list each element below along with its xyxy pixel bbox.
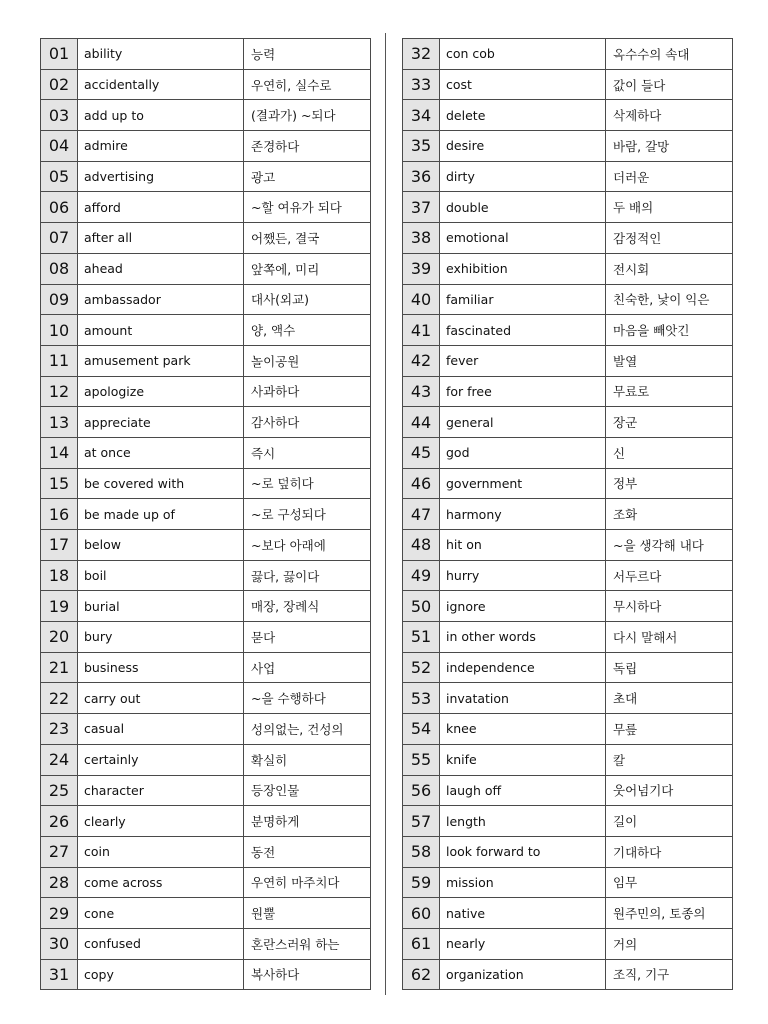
vocab-row <box>403 39 733 70</box>
korean-meaning: 두 배의 <box>606 192 733 223</box>
entry-number: 33 <box>403 69 440 100</box>
entry-number: 60 <box>403 898 440 929</box>
vocab-row <box>403 714 733 745</box>
english-word: be made up of <box>78 499 244 530</box>
english-word: nearly <box>440 928 606 959</box>
english-word: amount <box>78 315 244 346</box>
korean-meaning: 복사하다 <box>244 959 371 990</box>
entry-number: 44 <box>403 407 440 438</box>
vocab-row <box>41 591 371 622</box>
english-word: after all <box>78 223 244 254</box>
vocab-row <box>41 959 371 990</box>
english-word: appreciate <box>78 407 244 438</box>
korean-meaning: 값이 들다 <box>606 69 733 100</box>
korean-meaning: 다시 말해서 <box>606 622 733 653</box>
english-word: add up to <box>78 100 244 131</box>
english-word: at once <box>78 437 244 468</box>
english-word: native <box>440 898 606 929</box>
english-word: boil <box>78 560 244 591</box>
korean-meaning: 거의 <box>606 928 733 959</box>
korean-meaning: 양, 액수 <box>244 315 371 346</box>
english-word: character <box>78 775 244 806</box>
korean-meaning: 무릎 <box>606 714 733 745</box>
vocab-row <box>41 437 371 468</box>
vocab-row <box>403 253 733 284</box>
vocab-row <box>403 530 733 561</box>
vocab-row <box>403 591 733 622</box>
english-word: be covered with <box>78 468 244 499</box>
vocab-row <box>41 744 371 775</box>
entry-number: 49 <box>403 560 440 591</box>
vocab-row <box>41 530 371 561</box>
korean-meaning: 우연히 마주치다 <box>244 867 371 898</box>
korean-meaning: 원주민의, 토종의 <box>606 898 733 929</box>
vocab-table-body <box>41 39 371 990</box>
vocab-row <box>403 192 733 223</box>
vocab-row <box>41 253 371 284</box>
entry-number: 06 <box>41 192 78 223</box>
vocab-row <box>403 836 733 867</box>
korean-meaning: 능력 <box>244 39 371 70</box>
korean-meaning: 조직, 기구 <box>606 959 733 990</box>
vocab-row <box>41 560 371 591</box>
entry-number: 29 <box>41 898 78 929</box>
vocab-row <box>403 683 733 714</box>
entry-number: 43 <box>403 376 440 407</box>
english-word: accidentally <box>78 69 244 100</box>
vocab-row <box>41 867 371 898</box>
korean-meaning: 끓다, 끓이다 <box>244 560 371 591</box>
korean-meaning: (결과가) ~되다 <box>244 100 371 131</box>
english-word: mission <box>440 867 606 898</box>
english-word: clearly <box>78 806 244 837</box>
english-word: business <box>78 652 244 683</box>
vocab-row <box>403 161 733 192</box>
entry-number: 42 <box>403 345 440 376</box>
english-word: certainly <box>78 744 244 775</box>
entry-number: 19 <box>41 591 78 622</box>
korean-meaning: 기대하다 <box>606 836 733 867</box>
entry-number: 04 <box>41 131 78 162</box>
entry-number: 26 <box>41 806 78 837</box>
english-word: independence <box>440 652 606 683</box>
entry-number: 03 <box>41 100 78 131</box>
vocab-row <box>403 69 733 100</box>
vocab-table-body <box>403 39 733 990</box>
vocab-row <box>403 131 733 162</box>
english-word: casual <box>78 714 244 745</box>
korean-meaning: 칼 <box>606 744 733 775</box>
korean-meaning: 앞쪽에, 미리 <box>244 253 371 284</box>
english-word: afford <box>78 192 244 223</box>
entry-number: 50 <box>403 591 440 622</box>
vocab-row <box>41 376 371 407</box>
korean-meaning: 전시회 <box>606 253 733 284</box>
vocab-row <box>41 223 371 254</box>
entry-number: 57 <box>403 806 440 837</box>
vocab-row <box>403 652 733 683</box>
korean-meaning: 삭제하다 <box>606 100 733 131</box>
entry-number: 13 <box>41 407 78 438</box>
english-word: admire <box>78 131 244 162</box>
english-word: invatation <box>440 683 606 714</box>
vocab-row <box>41 898 371 929</box>
korean-meaning: 친숙한, 낯이 익은 <box>606 284 733 315</box>
vocab-row <box>403 437 733 468</box>
vocab-row <box>403 345 733 376</box>
english-word: exhibition <box>440 253 606 284</box>
vocab-row <box>41 775 371 806</box>
entry-number: 40 <box>403 284 440 315</box>
english-word: ahead <box>78 253 244 284</box>
vocab-row <box>403 407 733 438</box>
english-word: ability <box>78 39 244 70</box>
korean-meaning: 옥수수의 속대 <box>606 39 733 70</box>
english-word: ignore <box>440 591 606 622</box>
entry-number: 08 <box>41 253 78 284</box>
entry-number: 37 <box>403 192 440 223</box>
english-word: general <box>440 407 606 438</box>
entry-number: 18 <box>41 560 78 591</box>
korean-meaning: 독립 <box>606 652 733 683</box>
korean-meaning: 우연히, 실수로 <box>244 69 371 100</box>
korean-meaning: 확실히 <box>244 744 371 775</box>
korean-meaning: 서두르다 <box>606 560 733 591</box>
column-divider <box>385 33 386 995</box>
english-word: carry out <box>78 683 244 714</box>
entry-number: 21 <box>41 652 78 683</box>
korean-meaning: 동전 <box>244 836 371 867</box>
vocab-row <box>41 315 371 346</box>
entry-number: 23 <box>41 714 78 745</box>
entry-number: 55 <box>403 744 440 775</box>
entry-number: 62 <box>403 959 440 990</box>
entry-number: 38 <box>403 223 440 254</box>
vocab-row <box>41 39 371 70</box>
english-word: hurry <box>440 560 606 591</box>
vocab-row <box>403 100 733 131</box>
english-word: look forward to <box>440 836 606 867</box>
entry-number: 05 <box>41 161 78 192</box>
english-word: dirty <box>440 161 606 192</box>
english-word: cone <box>78 898 244 929</box>
entry-number: 35 <box>403 131 440 162</box>
vocab-row <box>41 192 371 223</box>
english-word: coin <box>78 836 244 867</box>
vocab-row <box>403 560 733 591</box>
vocab-row <box>403 898 733 929</box>
korean-meaning: 초대 <box>606 683 733 714</box>
entry-number: 20 <box>41 622 78 653</box>
entry-number: 61 <box>403 928 440 959</box>
entry-number: 24 <box>41 744 78 775</box>
korean-meaning: ~로 덮히다 <box>244 468 371 499</box>
english-word: delete <box>440 100 606 131</box>
entry-number: 46 <box>403 468 440 499</box>
entry-number: 47 <box>403 499 440 530</box>
entry-number: 56 <box>403 775 440 806</box>
korean-meaning: 무시하다 <box>606 591 733 622</box>
entry-number: 39 <box>403 253 440 284</box>
korean-meaning: 조화 <box>606 499 733 530</box>
korean-meaning: 사업 <box>244 652 371 683</box>
entry-number: 28 <box>41 867 78 898</box>
vocab-row <box>403 468 733 499</box>
english-word: fascinated <box>440 315 606 346</box>
entry-number: 01 <box>41 39 78 70</box>
korean-meaning: 성의없는, 건성의 <box>244 714 371 745</box>
vocab-row <box>41 100 371 131</box>
vocab-row <box>403 622 733 653</box>
vocab-row <box>403 867 733 898</box>
english-word: length <box>440 806 606 837</box>
english-word: knife <box>440 744 606 775</box>
english-word: apologize <box>78 376 244 407</box>
korean-meaning: 존경하다 <box>244 131 371 162</box>
english-word: bury <box>78 622 244 653</box>
entry-number: 45 <box>403 437 440 468</box>
korean-meaning: ~을 수행하다 <box>244 683 371 714</box>
entry-number: 11 <box>41 345 78 376</box>
vocab-row <box>403 315 733 346</box>
english-word: ambassador <box>78 284 244 315</box>
vocab-table-left <box>40 38 371 990</box>
vocab-row <box>41 714 371 745</box>
english-word: emotional <box>440 223 606 254</box>
entry-number: 10 <box>41 315 78 346</box>
vocab-row <box>41 69 371 100</box>
korean-meaning: 감정적인 <box>606 223 733 254</box>
korean-meaning: 혼란스러워 하는 <box>244 928 371 959</box>
english-word: cost <box>440 69 606 100</box>
entry-number: 52 <box>403 652 440 683</box>
vocab-row <box>403 223 733 254</box>
entry-number: 27 <box>41 836 78 867</box>
english-word: amusement park <box>78 345 244 376</box>
vocab-row <box>41 806 371 837</box>
english-word: copy <box>78 959 244 990</box>
vocab-row <box>403 959 733 990</box>
entry-number: 53 <box>403 683 440 714</box>
entry-number: 22 <box>41 683 78 714</box>
english-word: government <box>440 468 606 499</box>
english-word: organization <box>440 959 606 990</box>
vocab-table-right <box>402 38 733 990</box>
entry-number: 07 <box>41 223 78 254</box>
entry-number: 48 <box>403 530 440 561</box>
korean-meaning: 바람, 갈망 <box>606 131 733 162</box>
vocab-row <box>41 836 371 867</box>
korean-meaning: 길이 <box>606 806 733 837</box>
korean-meaning: 장군 <box>606 407 733 438</box>
korean-meaning: 즉시 <box>244 437 371 468</box>
korean-meaning: ~보다 아래에 <box>244 530 371 561</box>
korean-meaning: 신 <box>606 437 733 468</box>
entry-number: 51 <box>403 622 440 653</box>
korean-meaning: 놀이공원 <box>244 345 371 376</box>
korean-meaning: ~할 여유가 되다 <box>244 192 371 223</box>
english-word: harmony <box>440 499 606 530</box>
english-word: double <box>440 192 606 223</box>
entry-number: 32 <box>403 39 440 70</box>
vocab-row <box>41 622 371 653</box>
english-word: advertising <box>78 161 244 192</box>
vocab-row <box>41 345 371 376</box>
entry-number: 09 <box>41 284 78 315</box>
entry-number: 30 <box>41 928 78 959</box>
english-word: burial <box>78 591 244 622</box>
korean-meaning: 등장인물 <box>244 775 371 806</box>
entry-number: 59 <box>403 867 440 898</box>
korean-meaning: 마음을 빼앗긴 <box>606 315 733 346</box>
korean-meaning: 사과하다 <box>244 376 371 407</box>
vocab-row <box>41 407 371 438</box>
entry-number: 12 <box>41 376 78 407</box>
korean-meaning: 감사하다 <box>244 407 371 438</box>
korean-meaning: 대사(외교) <box>244 284 371 315</box>
entry-number: 14 <box>41 437 78 468</box>
entry-number: 36 <box>403 161 440 192</box>
vocab-row <box>41 683 371 714</box>
korean-meaning: 임무 <box>606 867 733 898</box>
vocab-row <box>41 499 371 530</box>
english-word: desire <box>440 131 606 162</box>
vocab-row <box>403 806 733 837</box>
english-word: hit on <box>440 530 606 561</box>
english-word: con cob <box>440 39 606 70</box>
entry-number: 25 <box>41 775 78 806</box>
english-word: in other words <box>440 622 606 653</box>
english-word: familiar <box>440 284 606 315</box>
korean-meaning: ~을 생각해 내다 <box>606 530 733 561</box>
english-word: knee <box>440 714 606 745</box>
vocab-row <box>41 131 371 162</box>
korean-meaning: 매장, 장례식 <box>244 591 371 622</box>
entry-number: 31 <box>41 959 78 990</box>
vocab-row <box>403 744 733 775</box>
english-word: fever <box>440 345 606 376</box>
korean-meaning: 광고 <box>244 161 371 192</box>
vocab-row <box>41 468 371 499</box>
korean-meaning: 더러운 <box>606 161 733 192</box>
vocab-row <box>403 775 733 806</box>
entry-number: 41 <box>403 315 440 346</box>
korean-meaning: 묻다 <box>244 622 371 653</box>
english-word: come across <box>78 867 244 898</box>
vocab-row <box>41 652 371 683</box>
entry-number: 02 <box>41 69 78 100</box>
korean-meaning: 웃어넘기다 <box>606 775 733 806</box>
korean-meaning: 발열 <box>606 345 733 376</box>
vocab-row <box>41 161 371 192</box>
english-word: confused <box>78 928 244 959</box>
entry-number: 34 <box>403 100 440 131</box>
english-word: for free <box>440 376 606 407</box>
korean-meaning: 원뿔 <box>244 898 371 929</box>
korean-meaning: 무료로 <box>606 376 733 407</box>
entry-number: 15 <box>41 468 78 499</box>
korean-meaning: ~로 구성되다 <box>244 499 371 530</box>
vocab-row <box>41 928 371 959</box>
english-word: god <box>440 437 606 468</box>
vocab-row <box>403 284 733 315</box>
korean-meaning: 분명하게 <box>244 806 371 837</box>
korean-meaning: 정부 <box>606 468 733 499</box>
vocab-row <box>403 376 733 407</box>
vocab-row <box>403 499 733 530</box>
korean-meaning: 어쨌든, 결국 <box>244 223 371 254</box>
english-word: laugh off <box>440 775 606 806</box>
entry-number: 17 <box>41 530 78 561</box>
vocab-row <box>41 284 371 315</box>
entry-number: 16 <box>41 499 78 530</box>
vocab-row <box>403 928 733 959</box>
english-word: below <box>78 530 244 561</box>
entry-number: 58 <box>403 836 440 867</box>
entry-number: 54 <box>403 714 440 745</box>
